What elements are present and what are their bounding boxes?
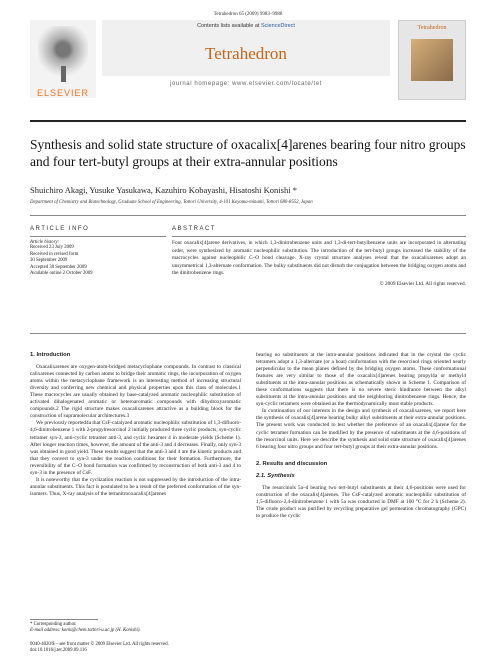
paragraph: We previously reported4a that CsF-catalyzed aromatic nucleophilic substitution of 1,3-difluoro-4,6-dinitrobenzene 1 with 2-propylresorcinol 2 initially produced three cyclic products, syn-cyclic tetramer syn-3, anti-cyclic tetramer anti-3, and cyclic hexamer 4 in moderate yields (Scheme 1). After longer reaction times, however, the amount of the anti-3 and 4 decreases. Finally, only syn-3 was obtained in good yield. These results suggest that the anti-3 and 4 are the kinetic products and that they convert to syn-3 under the reaction conditions for their formation. Furthermore, the reversibility of the C–O bond formation was confirmed by reconstruction of both anti-3 and 4 to syn-3 in the presence of CsF. xyxy=(30,420,241,476)
paragraph: The resorcinols 5a–d bearing two tert-butyl substituents at their 4,6-positions were used for construction of the oxacalix[4]arenes. The CsF-catalyzed aromatic nucleophilic substitution of 1,5-difluoro-2,4-dinitrobenzene 1 with 5a was conducted in DMF at 100 °C for 2 h (Scheme 2). The crude product was purified by recycling preparative gel permeation chromatography (GPC) to produce the cyclic xyxy=(256,484,466,519)
contents-prefix: Contents lists available at xyxy=(197,23,260,29)
journal-header xyxy=(102,20,390,98)
journal-name: Tetrahedron xyxy=(102,32,390,76)
paragraph: It is noteworthy that the cyclization reaction is not suppressed by the introduction of the intra-annular substituents. This fact is postulated to be a result of the preferred conformation of the syn-isomers. Thus, X-ray analysis of the tetranitrooxacalix[4]arenes xyxy=(30,476,241,497)
email-note[interactable]: E-mail address: konis@chem.tottori-u.ac.jp (H. Konishi). xyxy=(30,628,141,634)
doi-line[interactable]: doi:10.1016/j.tet.2009.09.116 xyxy=(30,648,87,654)
paragraph: Oxacalixarenes are oxygen-atom-bridged metacyclophane compounds. In contrast to classical calixarenes connected by carbon atoms to bridge their aromatic rings, the incorporation of oxygen atoms within the metacyclophane framework is an interesting method of increasing structural diversity and conferring new chemical and physical properties upon this class of molecules.1 These macrocycles are usually obtained by base-catalyzed aromatic nucleophilic substitution of activated dihalogenated aromatic or heteroaromatic compounds with dihydroxyaromatic compounds.2 The rigid structure makes oxacalixarenes attractive as a building block for the construction of supramolecular architectures.3 xyxy=(30,364,241,420)
publisher-name: ELSEVIER xyxy=(36,88,90,98)
history-line: 30 September 2009 xyxy=(30,258,68,264)
history-line: Accepted 30 September 2009 xyxy=(30,264,87,270)
front-matter xyxy=(30,642,260,655)
issn-line: 0040-4020/$ – see front matter © 2009 Elsevier Ltd. All rights reserved. xyxy=(30,642,169,647)
section-heading-introduction: 1. Introduction xyxy=(30,352,71,358)
article-affiliation: Department of Chemistry and Biotechnology, Graduate School of Engineering, Tottori University, 4-101 Koyama-minami, Tottori 680-8552, Japan xyxy=(30,200,313,205)
cover-title: Tetrahedron xyxy=(417,25,447,31)
right-column xyxy=(256,352,466,520)
tree-trunk-icon xyxy=(61,66,66,82)
article-info-rule xyxy=(30,236,166,237)
footnote-rule xyxy=(30,619,98,620)
footnotes xyxy=(30,622,241,635)
corresponding-author-note: * Corresponding author. xyxy=(30,622,77,627)
cover-image xyxy=(411,39,453,81)
subsection-heading-synthesis: 2.1. Synthesis xyxy=(256,472,295,479)
affiliation-rule xyxy=(30,215,466,216)
history-label: Article history: xyxy=(30,240,60,245)
abstract xyxy=(172,226,466,287)
journal-banner xyxy=(30,20,466,115)
running-head: Tetrahedron 65 (2009) 9983–9988 xyxy=(213,12,283,17)
abstract-copyright: © 2009 Elsevier Ltd. All rights reserved. xyxy=(379,280,466,287)
section-heading-results: 2. Results and discussion xyxy=(256,460,328,467)
sciencedirect-link[interactable]: ScienceDirect xyxy=(260,23,295,29)
journal-homepage[interactable]: journal homepage: www.elsevier.com/locate/tet xyxy=(169,81,323,87)
abstract-rule xyxy=(172,236,466,237)
history-line: Available online 2 October 2009 xyxy=(30,271,93,277)
header-rule xyxy=(30,120,466,122)
abstract-text: Four oxacalix[4]arene derivatives, in which 1,3-dinitrobenzene units and 1,3-di-tert-butylbenzene units are incorporated in alternating order, were synthesized by aromatic nucleophilic substitution. The introduction of the tert-butyl groups increased the stability of the macrocycles against nucleophilic C–O bond cleavage. X-ray crystal structure analyses reveal that the oxacalixarenes adopt an unsymmetrical 1,3-alternate conformation. The bulky substituents did not disturb the conjugation between the bridging oxygen atoms and the dinitrobenzene rings. xyxy=(172,240,466,277)
history-line: Received 23 July 2009 xyxy=(30,245,74,250)
paragraph: In continuation of our interests in the design and synthesis of oxacalixarenes, we report here the synthesis of oxacalix[4]arene bearing bulky alkyl substituents at their extra-annular positions. The present work was conducted to test whether the preference of an oxacalix[4]arene for the cyclic tetramer formation can be modified by the presence of substituents at the 4,6-positions of the resorcinol units. Here we describe the synthesis and solid state structure of oxacalix[4]arenes 6 bearing four nitro groups and four tert-butyl groups at their extra-annular positions. xyxy=(256,408,466,450)
abstract-bottom-rule xyxy=(30,333,466,334)
left-column xyxy=(30,352,241,498)
article-info-heading: ARTICLE INFO xyxy=(30,226,90,232)
journal-cover xyxy=(398,20,466,100)
article-info xyxy=(30,226,166,278)
article-title: Synthesis and solid state structure of oxacalix[4]arenes bearing four nitro groups and four tert-butyl groups at their extra-annular positions xyxy=(30,137,466,169)
elsevier-logo xyxy=(30,20,96,98)
contents-line xyxy=(102,20,390,32)
history-line: Received in revised form xyxy=(30,251,79,257)
paragraph: bearing no substituents at the intra-annular positions indicated that in the crystal the cyclic tetramers adopt a 1,3-alternate (or a boat) conformation with the resorcinol rings oriented nearly perpendicular to the mean planes defined by the bridging oxygen atoms. These conformational features are very similar to those of the oxacalix[4]arenes bearing propyl4a or methyl4 substituents at the intra-annular positions as schematically shown in Scheme 1. Comparison of these conformations suggests that there is no severe steric hindrance between the alkyl substituents at the intra-annular positions and the neighboring dinitrobenzene rings. Hence, the syn-cyclic tetramers were obtained as the thermodynamically most stable products. xyxy=(256,352,466,408)
abstract-heading: ABSTRACT xyxy=(172,226,217,232)
article-authors: Shuichiro Akagi, Yusuke Yasukawa, Kazuhiro Kobayashi, Hisatoshi Konishi * xyxy=(30,185,297,195)
